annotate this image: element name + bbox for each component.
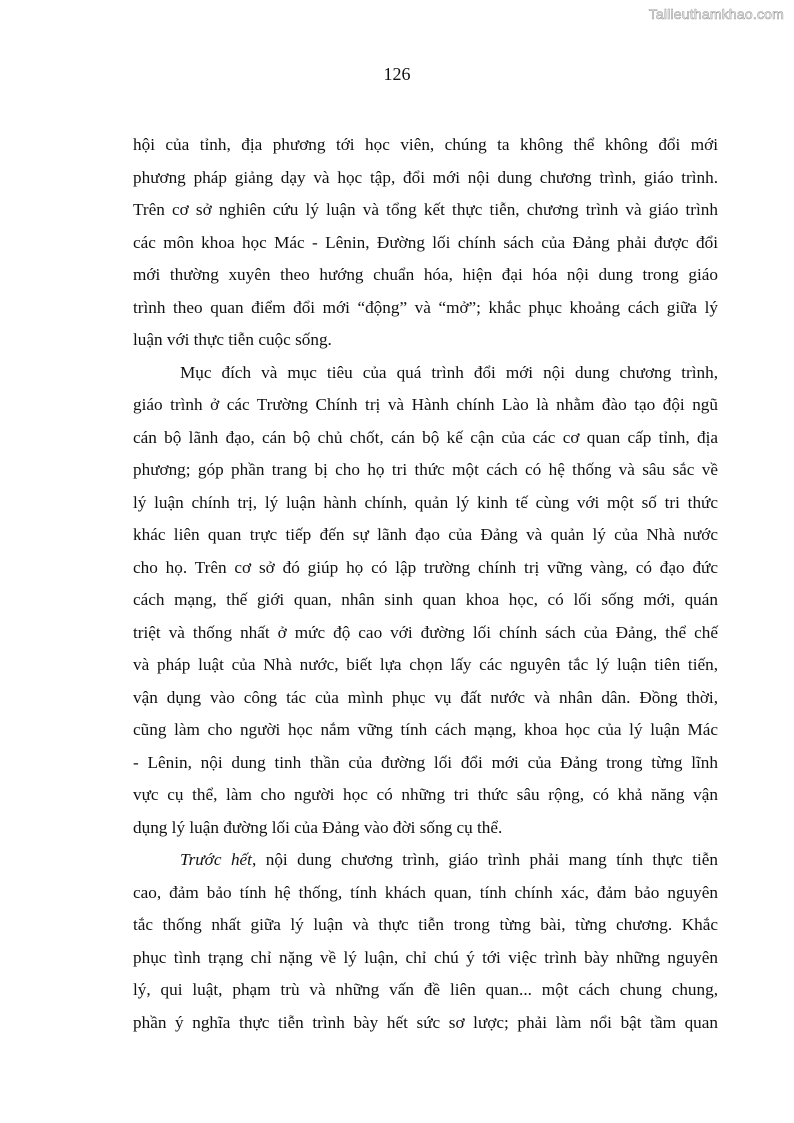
text-line: trình theo quan điểm đổi mới “động” và “mở”; khắc phục khoảng cách giữa lý (133, 297, 718, 317)
text-line: Mục đích và mục tiêu của quá trình đổi mới nội dung chương trình, (180, 362, 718, 382)
text-line: mới thường xuyên theo hướng chuẩn hóa, hiện đại hóa nội dung trong giáo (133, 265, 718, 284)
paragraph (133, 131, 718, 359)
text-line: giáo trình ở các Trường Chính trị và Hành chính Lào là nhằm đào tạo đội ngũ (133, 395, 718, 414)
text-line: khác liên quan trực tiếp đến sự lãnh đạo của Đảng và quản lý của Nhà nước (133, 525, 718, 544)
text-line: phương; góp phần trang bị cho họ tri thức một cách có hệ thống và sâu sắc về (133, 460, 718, 479)
text-line: hội của tỉnh, địa phương tới học viên, chúng ta không thể không đổi mới (133, 135, 718, 154)
text-line: các môn khoa học Mác - Lênin, Đường lối chính sách của Đảng phải được đổi (133, 232, 718, 252)
text-line: vực cụ thể, làm cho người học có những tri thức sâu rộng, có khả năng vận (133, 785, 718, 804)
paragraph (133, 846, 718, 1041)
text-line: cán bộ lãnh đạo, cán bộ chủ chốt, cán bộ kế cận của các cơ quan cấp tỉnh, địa (133, 427, 718, 447)
paragraph (133, 359, 718, 847)
text-line: triệt và thống nhất ở mức độ cao với đường lối chính sách của Đảng, thể chế (133, 622, 718, 642)
page-number: 126 (383, 64, 411, 84)
text-line: lý, qui luật, phạm trù và những vấn đề liên quan... một cách chung chung, (133, 980, 718, 999)
text-line: phục tình trạng chỉ nặng về lý luận, chỉ chú ý tới việc trình bày những nguyên (133, 947, 718, 967)
text-line: cho họ. Trên cơ sở đó giúp họ có lập trường chính trị vững vàng, có đạo đức (133, 557, 718, 577)
text-line: dụng lý luận đường lối của Đảng vào đời sống cụ thể. (133, 817, 503, 837)
text-line: luận với thực tiễn cuộc sống. (133, 330, 332, 349)
text-line: phần ý nghĩa thực tiễn trình bày hết sức sơ lược; phải làm nổi bật tầm quan (133, 1012, 718, 1032)
text-line: phương pháp giảng dạy và học tập, đổi mới nội dung chương trình, giáo trình. (133, 167, 718, 187)
watermark: Tailieuthamkhao.com (648, 6, 784, 22)
text-line: vận dụng vào công tác của mình phục vụ đất nước và nhân dân. Đồng thời, (133, 687, 718, 707)
text-line: lý luận chính trị, lý luận hành chính, quản lý kinh tế cùng với một số tri thức (133, 492, 718, 512)
text-line: tắc thống nhất giữa lý luận và thực tiễn trong từng bài, từng chương. Khắc (133, 915, 718, 934)
text-line: Trên cơ sở nghiên cứu lý luận và tổng kết thực tiễn, chương trình và giáo trình (133, 200, 718, 219)
text-line: cao, đảm bảo tính hệ thống, tính khách quan, tính chính xác, đảm bảo nguyên (133, 882, 718, 902)
text-line: - Lênin, nội dung tinh thần của đường lối đổi mới của Đảng trong từng lĩnh (133, 752, 718, 772)
body-text (133, 131, 718, 1041)
italic-lead: Trước hết (180, 850, 252, 869)
text-line: cách mạng, thế giới quan, nhân sinh quan khoa học, có lối sống mới, quán (133, 590, 718, 609)
text-line: Trước hết, nội dung chương trình, giáo trình phải mang tính thực tiễn (180, 850, 718, 869)
text-line: cũng làm cho người học nắm vững tính cách mạng, khoa học của lý luận Mác (133, 720, 718, 739)
text-line: và pháp luật của Nhà nước, biết lựa chọn lấy các nguyên tắc lý luận tiên tiến, (133, 655, 718, 674)
